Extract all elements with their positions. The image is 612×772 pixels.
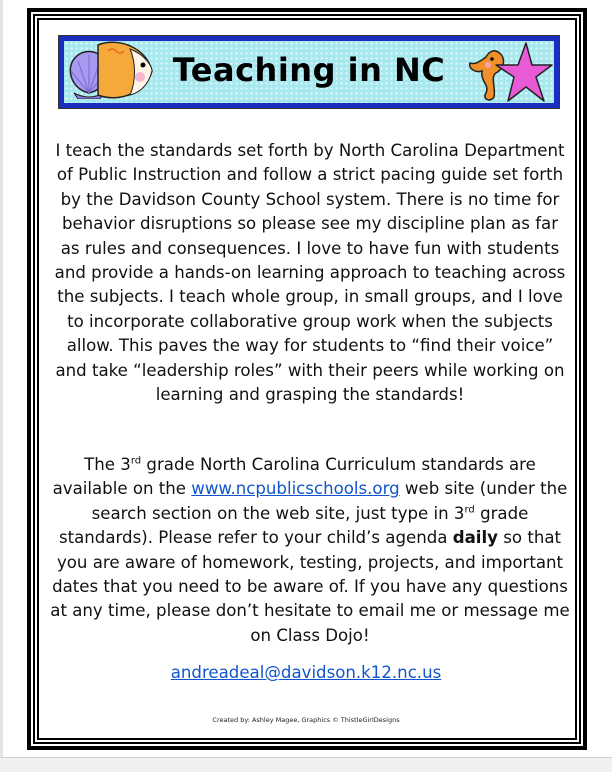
page-gutter-bottom: [0, 757, 612, 772]
credit-line: Created by: Ashley Magee, Graphics © ThistleGirlDesigns: [212, 716, 400, 724]
text: web site (under the search section on the web site, just type in 3: [91, 479, 568, 523]
text: grade North Carolina Curriculum standards are available on the: [52, 455, 536, 499]
superscript: rd: [464, 504, 475, 516]
page-title: Teaching in NC: [172, 51, 446, 89]
ncpublicschools-link[interactable]: www.ncpublicschools.org: [191, 479, 400, 499]
text: so that you are aware of homework, testing, projects, and important dates that you need to be aware of. If you have any questions at any time, please don’t hesitate to email me or message me on Class Dojo!: [50, 528, 570, 645]
title-banner: [58, 35, 560, 109]
curriculum-paragraph: [50, 453, 570, 648]
page-gutter: [0, 0, 3, 771]
email-link[interactable]: andreadeal@davidson.k12.nc.us: [170, 663, 442, 682]
bold-text: daily: [452, 528, 498, 548]
intro-paragraph: I teach the standards set forth by North Carolina Department of Public Instruction and follow a strict pacing guide set forth by the Davidson County School system. There is no time for behavior disruptions so please see my discipline plan as far as rules and consequences. I love to have fun with students and provide a hands-on learning approach to teaching across the subjects. I teach whole group, in small groups, and I love to incorporate collaborative group work when the subjects allow. This paves the way for students to “find their voice” and take “leadership roles” with their peers while working on learning and grasping the standards!: [54, 141, 566, 405]
starfish-icon: [492, 41, 554, 103]
text: The 3: [84, 455, 131, 474]
text: grade standards). Please refer to your child’s agenda: [58, 503, 529, 548]
superscript: rd: [130, 455, 142, 467]
